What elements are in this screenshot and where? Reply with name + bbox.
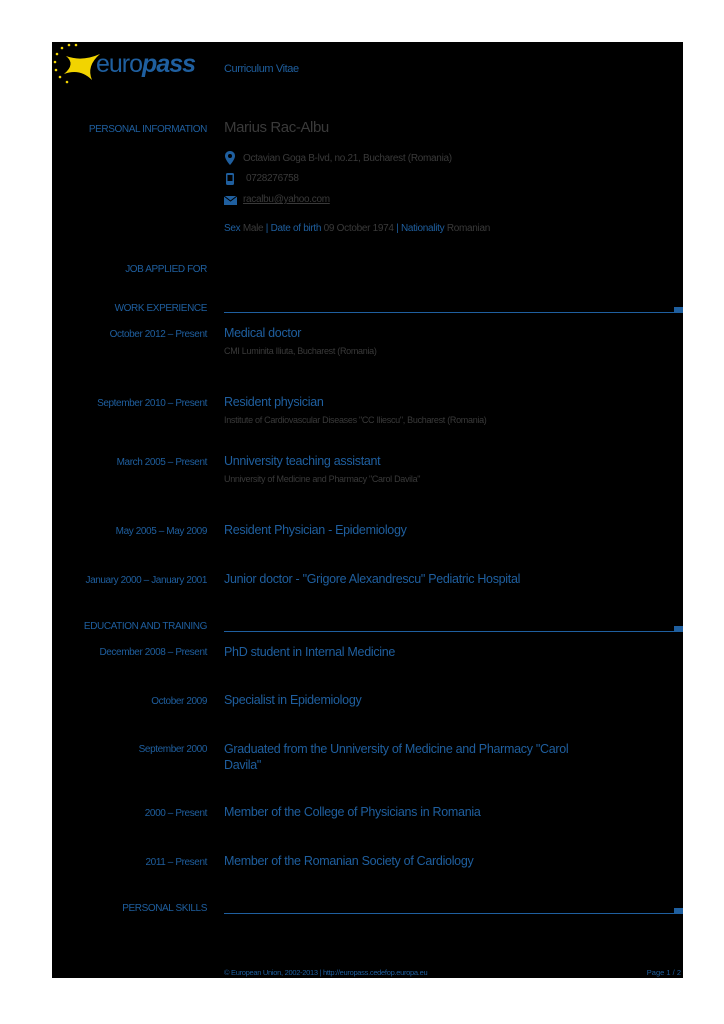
work-item-title: Resident physician — [224, 395, 324, 409]
nationality-label: Nationality — [400, 223, 445, 234]
job-applied-for-label: JOB APPLIED FOR — [125, 264, 207, 275]
education-item-title: Specialist in Epidemiology — [224, 693, 362, 707]
work-item-date: May 2005 – May 2009 — [115, 526, 207, 537]
dob-value: 09 October 1974 — [323, 223, 394, 234]
personal-skills-label: PERSONAL SKILLS — [122, 903, 207, 914]
work-item-date: January 2000 – January 2001 — [85, 575, 207, 586]
work-item-org: CMI Luminita Iliuta, Bucharest (Romania) — [224, 346, 377, 356]
person-name: Marius Rac-Albu — [224, 119, 329, 136]
work-item-title: Resident Physician - Epidemiology — [224, 523, 407, 537]
education-divider — [224, 631, 676, 632]
work-item-title: Medical doctor — [224, 326, 302, 340]
education-marker — [674, 626, 683, 632]
dob-label: Date of birth — [270, 223, 322, 234]
education-item-date: 2011 – Present — [145, 857, 207, 868]
phone-text: 0728276758 — [246, 173, 299, 184]
education-item-date: October 2009 — [151, 696, 207, 707]
work-experience-label: WORK EXPERIENCE — [114, 303, 207, 314]
location-pin-icon — [225, 151, 235, 165]
footer-copyright: © European Union, 2002-2013 | http://europass.cedefop.europa.eu — [224, 968, 428, 977]
education-item-title: PhD student in Internal Medicine — [224, 645, 396, 659]
nationality-value: Romanian — [446, 223, 490, 234]
education-item-title: Member of the Romanian Society of Cardiology — [224, 854, 474, 868]
education-item-date: September 2000 — [138, 744, 207, 755]
logo-text-euro: euro — [96, 50, 143, 78]
education-item-title: Graduated from the Unniversity of Medicine and Pharmacy "Carol Davila" — [224, 742, 569, 772]
education-training-label: EDUCATION AND TRAINING — [83, 621, 207, 632]
sex-value: Male — [242, 223, 264, 234]
work-experience-divider — [224, 312, 676, 313]
europass-logo — [52, 42, 212, 86]
mobile-phone-icon — [226, 173, 234, 185]
cv-page — [52, 42, 683, 978]
email-envelope-icon — [224, 196, 237, 205]
work-item-date: October 2012 – Present — [109, 329, 207, 340]
personal-details-line — [224, 223, 490, 234]
education-item-title: Member of the College of Physicians in Romania — [224, 805, 481, 819]
work-experience-marker — [674, 307, 683, 313]
personal-skills-marker — [674, 908, 683, 914]
sex-label: Sex — [224, 223, 241, 234]
personal-skills-divider — [224, 913, 676, 914]
separator: | — [265, 223, 269, 234]
education-item-date: 2000 – Present — [144, 808, 207, 819]
education-item-date: December 2008 – Present — [99, 647, 207, 658]
footer-page-number: Page 1 / 2 — [646, 968, 681, 977]
work-item-title: Junior doctor - "Grigore Alexandrescu" Pediatric Hospital — [224, 572, 521, 586]
work-item-date: September 2010 – Present — [97, 398, 207, 409]
personal-information-label: PERSONAL INFORMATION — [88, 124, 207, 135]
separator: | — [396, 223, 399, 234]
email-link[interactable]: racalbu@yahoo.com — [243, 194, 330, 205]
address-text: Octavian Goga B-lvd, no.21, Bucharest (Romania) — [243, 153, 452, 164]
logo-text-pass: pass — [142, 50, 196, 78]
work-item-date: March 2005 – Present — [116, 457, 207, 468]
work-item-title: Unniversity teaching assistant — [224, 454, 381, 468]
work-item-org: Institute of Cardiovascular Diseases "CC Iliescu", Bucharest (Romania) — [224, 415, 487, 425]
work-item-org: Unniversity of Medicine and Pharmacy "Carol Davila" — [224, 474, 421, 484]
document-title: Curriculum Vitae — [224, 63, 299, 75]
